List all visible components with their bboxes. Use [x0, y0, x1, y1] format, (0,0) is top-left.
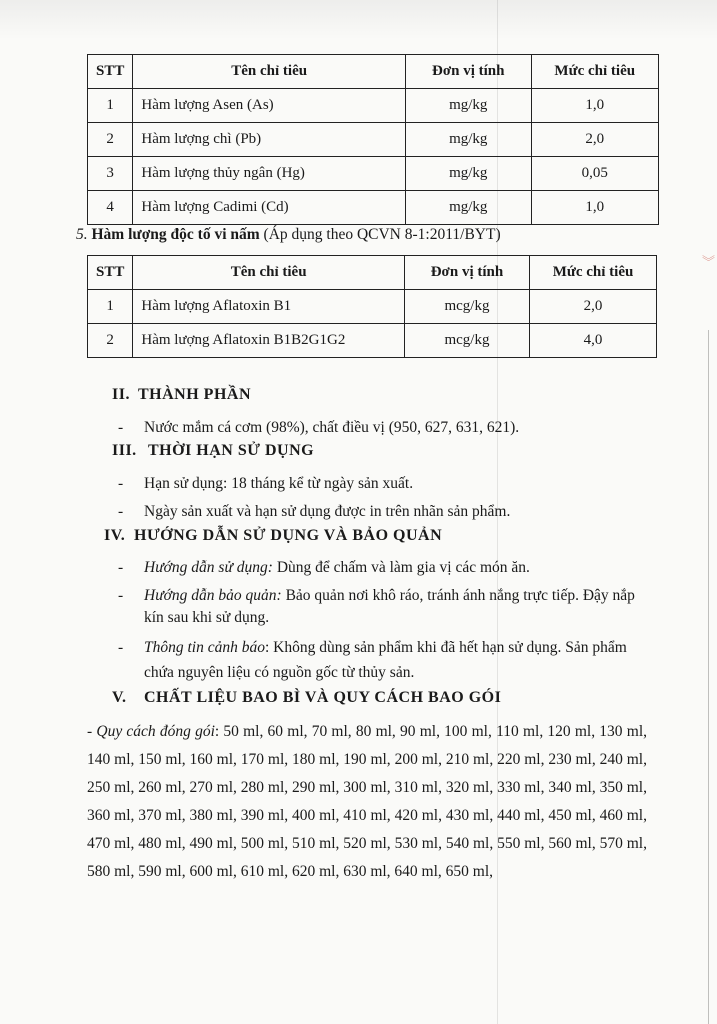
list-item	[118, 586, 635, 606]
packaging-text: : 50 ml, 60 ml, 70 ml, 80 ml, 90 ml, 100 ml, 110 ml, 120 ml, 130 ml, 140 ml, 150 ml, 160 ml, 170 ml, 180 ml, 190 ml, 200 ml, 210 ml, 220 ml, 230 ml, 240 ml, 250 ml, 260 ml, 270 ml, 280 ml, 290 ml, 300 ml, 310 ml, 320 ml, 330 ml, 340 ml, 350 ml, 360 ml, 370 ml, 380 ml, 390 ml, 400 ml, 410 ml, 420 ml, 430 ml, 440 ml, 450 ml, 460 ml, 470 ml, 480 ml, 490 ml, 500 ml, 510 ml, 520 ml, 530 ml, 540 ml, 550 ml, 560 ml, 570 ml, 580 ml, 590 ml, 600 ml, 610 ml, 620 ml, 630 ml, 640 ml, 650 ml,	[87, 723, 647, 880]
subheading-bold: Hàm lượng độc tố vi nấm	[91, 226, 260, 243]
warning-text: : Không dùng sản phẩm khi đã hết hạn sử dụng. Sản phẩm	[265, 639, 627, 656]
cell-stt: 3	[88, 157, 133, 191]
cell-name: Hàm lượng Asen (As)	[133, 89, 406, 123]
table-row	[88, 89, 659, 123]
section-usage-title	[104, 527, 442, 545]
header-limit: Mức chỉ tiêu	[530, 256, 657, 290]
scan-smudge	[0, 0, 717, 40]
cell-stt: 4	[88, 191, 133, 225]
cell-name: Hàm lượng Aflatoxin B1B2G1G2	[133, 324, 405, 358]
cell-stt: 2	[88, 123, 133, 157]
table-row	[88, 123, 659, 157]
table-header-row	[88, 55, 659, 89]
cell-limit: 2,0	[531, 123, 659, 157]
cell-stt: 1	[88, 89, 133, 123]
section-ingredients-title	[112, 386, 251, 404]
list-item	[118, 558, 530, 578]
subheading-rest: (Áp dụng theo QCVN 8-1:2011/BYT)	[259, 226, 501, 243]
cell-limit: 1,0	[531, 89, 659, 123]
heavy-metals-table	[87, 54, 659, 225]
section-number: IV.	[104, 527, 126, 544]
packaging-paragraph	[87, 718, 647, 886]
cell-name: Hàm lượng chì (Pb)	[133, 123, 406, 157]
cell-name: Hàm lượng Aflatoxin B1	[133, 290, 405, 324]
table-row	[88, 191, 659, 225]
cell-limit: 2,0	[530, 290, 657, 324]
packaging-label: Quy cách đóng gói	[96, 723, 215, 740]
usage-label: Hướng dẫn sử dụng:	[144, 559, 273, 576]
header-limit: Mức chỉ tiêu	[531, 55, 659, 89]
header-stt: STT	[88, 55, 133, 89]
section-title-text: HƯỚNG DẪN SỬ DỤNG VÀ BẢO QUẢN	[134, 527, 443, 544]
usage-text: Dùng để chấm và làm gia vị các món ăn.	[272, 559, 530, 576]
section-number: II.	[112, 386, 130, 403]
warning-continuation: chứa nguyên liệu có nguồn gốc từ thủy sản.	[144, 664, 415, 681]
cell-unit: mcg/kg	[404, 290, 529, 324]
bullet-dash: -	[118, 419, 124, 436]
section-shelf-life-title	[112, 442, 314, 460]
bullet-dash: -	[118, 639, 124, 656]
red-stamp-fragment: 》	[700, 255, 715, 268]
header-unit: Đơn vị tính	[405, 55, 531, 89]
table-row	[88, 290, 657, 324]
cell-stt: 1	[88, 290, 133, 324]
cell-unit: mcg/kg	[404, 324, 529, 358]
section-title-text: THỜI HẠN SỬ DỤNG	[148, 442, 315, 459]
list-item	[118, 502, 510, 522]
mycotoxin-table	[87, 255, 657, 358]
cell-name: Hàm lượng Cadimi (Cd)	[133, 191, 406, 225]
table-header-row	[88, 256, 657, 290]
table-row	[88, 157, 659, 191]
list-item	[118, 418, 519, 438]
warning-label: Thông tin cảnh báo	[144, 639, 265, 656]
list-item-text: Ngày sản xuất và hạn sử dụng được in trên nhãn sản phẩm.	[144, 503, 511, 520]
section-title-text: THÀNH PHẦN	[138, 386, 251, 403]
header-name: Tên chỉ tiêu	[133, 55, 406, 89]
mycotoxin-subheading	[76, 226, 501, 244]
bullet-dash: -	[118, 503, 124, 520]
table-row	[88, 324, 657, 358]
cell-unit: mg/kg	[405, 123, 531, 157]
cell-limit: 0,05	[531, 157, 659, 191]
bullet-dash: -	[118, 559, 124, 576]
scan-edge-line	[708, 330, 709, 1024]
packaging-dash: -	[87, 723, 97, 740]
list-item	[118, 638, 627, 658]
section-title-text: CHẤT LIỆU BAO BÌ VÀ QUY CÁCH BAO GÓI	[144, 689, 502, 706]
section-number: III.	[112, 442, 137, 459]
section-number: V.	[112, 689, 127, 706]
storage-text: Bảo quản nơi khô ráo, tránh ánh nắng trực tiếp. Đậy nắp	[281, 587, 635, 604]
cell-unit: mg/kg	[405, 89, 531, 123]
cell-limit: 1,0	[531, 191, 659, 225]
storage-label: Hướng dẫn bảo quản:	[144, 587, 282, 604]
storage-continuation: kín sau khi sử dụng.	[144, 609, 270, 626]
list-item	[118, 474, 413, 494]
section-packaging-title	[112, 689, 501, 707]
cell-limit: 4,0	[530, 324, 657, 358]
subheading-number: 5.	[76, 226, 88, 243]
list-item-text: Hạn sử dụng: 18 tháng kể từ ngày sản xuất.	[144, 475, 414, 492]
list-item-text: Nước mắm cá cơm (98%), chất điều vị (950, 627, 631, 621).	[144, 419, 520, 436]
cell-unit: mg/kg	[405, 157, 531, 191]
cell-name: Hàm lượng thủy ngân (Hg)	[133, 157, 406, 191]
bullet-dash: -	[118, 475, 124, 492]
header-unit: Đơn vị tính	[404, 256, 529, 290]
cell-stt: 2	[88, 324, 133, 358]
header-stt: STT	[88, 256, 133, 290]
bullet-dash: -	[118, 587, 124, 604]
header-name: Tên chỉ tiêu	[133, 256, 405, 290]
cell-unit: mg/kg	[405, 191, 531, 225]
